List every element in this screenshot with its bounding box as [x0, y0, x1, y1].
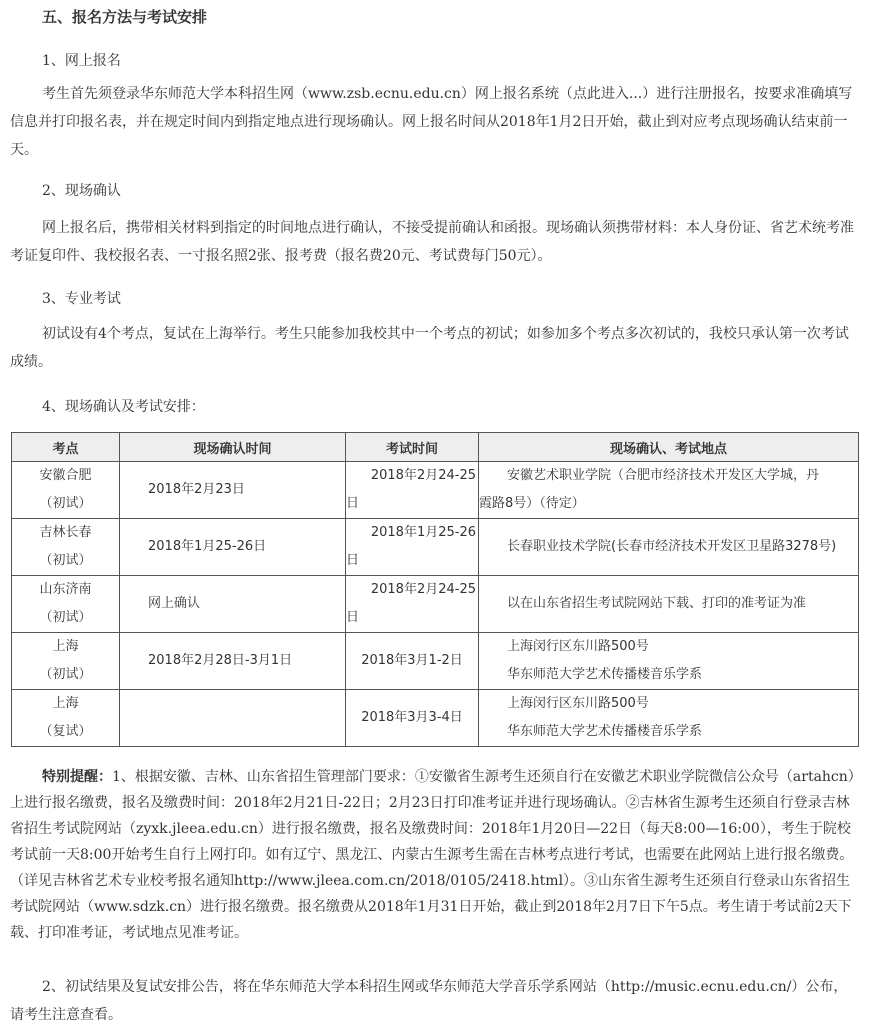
place-line: 华东师范大学艺术传播楼音乐学系 — [507, 667, 703, 682]
schedule-title: 4、现场确认及考试安排： — [42, 399, 205, 415]
place-line: 华东师范大学艺术传播楼音乐学系 — [507, 724, 703, 739]
exam-time-line: 2018年2月24-25 — [370, 468, 476, 483]
onsite-confirmation-title: 2、现场确认 — [42, 183, 121, 199]
onsite-confirmation-text: 网上报名后，携带相关材料到指定的时间地点进行确认，不接受提前确认和函报。现场确认须携带材料：本人身份证、省艺术统考准考证复印件、我校报名表、一寸报名照2张、报考费（报名费20元、考试费每门50元）。 — [10, 220, 854, 264]
special-notice — [10, 764, 856, 946]
place-cell: 长春职业技术学院(长春市经济技术开发区卫星路3278号) — [479, 519, 859, 576]
place-line: 霞路8号）（待定） — [479, 496, 585, 511]
confirm-time-cell: 2018年2月23日 — [120, 462, 346, 519]
exam-time-cell — [346, 576, 479, 633]
location-cell — [12, 519, 120, 576]
place-cell: 以在山东省招生考试院网站下载、打印的准考证为准 — [479, 576, 859, 633]
table-row — [12, 519, 859, 576]
exam-time-line: 2018年3月3-4日 — [361, 710, 463, 725]
place-line: 上海闵行区东川路500号 — [507, 639, 649, 654]
professional-exam-text: 初试设有4个考点，复试在上海举行。考生只能参加我校其中一个考点的初试；如参加多个考点多次初试的，我校只承认第一次考试成绩。 — [10, 326, 849, 370]
exam-time-line: 日 — [346, 610, 360, 625]
table-row — [12, 462, 859, 519]
location-cell — [12, 690, 120, 747]
notice-text: 1、根据安徽、吉林、山东省招生管理部门要求：①安徽省生源考生还须自行在安徽艺术职业学院微信公众号（artahcn）上进行报名缴费，报名及缴费时间：2018年2月21日-22日；2月23日打印准考证并进行现场确认。②吉林省生源考生还须自行登录吉林省招生考试院网站（zyxk.jleea.edu.cn）进行报名缴费，报名及缴费时间：2018年1月20日—22日（每天8:00—16:00），考生于院校考试前一天8:00开始考生自行上网打印。如有辽宁、黑龙江、内蒙古生源考生需在吉林考点进行考试，也需要在此网站上进行报名缴费。（详见吉林省艺术专业校考报名通知http://www.jleea.com.cn/2018/0105/2418.html）。③山东省生源考生还须自行登录山东省招生考试院网站（www.sdzk.cn）进行报名缴费。报名缴费从2018年1月31日开始，截止到2018年2月7日下午5点。考生请于考试前2天下载、打印准考证，考试地点见准考证。 — [10, 769, 855, 941]
header-place: 现场确认、考试地点 — [479, 433, 859, 462]
notice-label: 特别提醒： — [42, 769, 112, 785]
exam-schedule-table — [11, 432, 859, 747]
place-cell — [479, 462, 859, 519]
exam-time-cell — [346, 633, 479, 690]
place-cell — [479, 690, 859, 747]
exam-time-line: 日 — [346, 553, 360, 568]
location-stage: （初试） — [39, 496, 92, 511]
location-name: 上海 — [52, 696, 79, 711]
exam-time-line: 2018年3月1-2日 — [361, 653, 463, 668]
table-row — [12, 690, 859, 747]
result-announcement — [10, 973, 856, 1029]
confirm-time-cell: 网上确认 — [120, 576, 346, 633]
exam-time-cell — [346, 462, 479, 519]
location-stage: （复试） — [39, 724, 92, 739]
location-name: 山东济南 — [39, 582, 92, 597]
online-registration-text: 考生首先须登录华东师范大学本科招生网（www.zsb.ecnu.edu.cn）网上报名系统（点此进入...）进行注册报名，按要求准确填写信息并打印报名表，并在规定时间内到指定地点进行现场确认。网上报名时间从2018年1月2日开始，截止到对应考点现场确认结束前一天。 — [10, 86, 853, 158]
exam-time-line: 日 — [346, 496, 360, 511]
location-cell — [12, 576, 120, 633]
exam-time-line: 2018年1月25-26 — [370, 525, 476, 540]
location-name: 安徽合肥 — [39, 468, 92, 483]
exam-time-cell — [346, 519, 479, 576]
result-text: 2、初试结果及复试安排公告，将在华东师范大学本科招生网或华东师范大学音乐学系网站（http://music.ecnu.edu.cn/）公布，请考生注意查看。 — [10, 979, 848, 1023]
header-exam-time: 考试时间 — [346, 433, 479, 462]
confirm-time-cell: 2018年2月28日-3月1日 — [120, 633, 346, 690]
header-location: 考点 — [12, 433, 120, 462]
place-cell — [479, 633, 859, 690]
location-stage: （初试） — [39, 667, 92, 682]
exam-time-line: 2018年2月24-25 — [370, 582, 476, 597]
confirm-time-cell: 2018年1月25-26日 — [120, 519, 346, 576]
confirm-time-cell — [120, 690, 346, 747]
location-name: 吉林长春 — [39, 525, 92, 540]
place-line: 安徽艺术职业学院（合肥市经济技术开发区大学城，丹 — [507, 468, 820, 483]
location-stage: （初试） — [39, 610, 92, 625]
exam-time-cell — [346, 690, 479, 747]
section-title: 五、报名方法与考试安排 — [42, 8, 208, 26]
table-row — [12, 633, 859, 690]
professional-exam-title: 3、专业考试 — [42, 291, 121, 307]
place-line: 上海闵行区东川路500号 — [507, 696, 649, 711]
header-confirm-time: 现场确认时间 — [120, 433, 346, 462]
location-cell — [12, 633, 120, 690]
table-row — [12, 576, 859, 633]
location-cell — [12, 462, 120, 519]
location-stage: （初试） — [39, 553, 92, 568]
location-name: 上海 — [52, 639, 79, 654]
table-header-row — [12, 433, 859, 462]
online-registration-title: 1、网上报名 — [42, 53, 121, 69]
